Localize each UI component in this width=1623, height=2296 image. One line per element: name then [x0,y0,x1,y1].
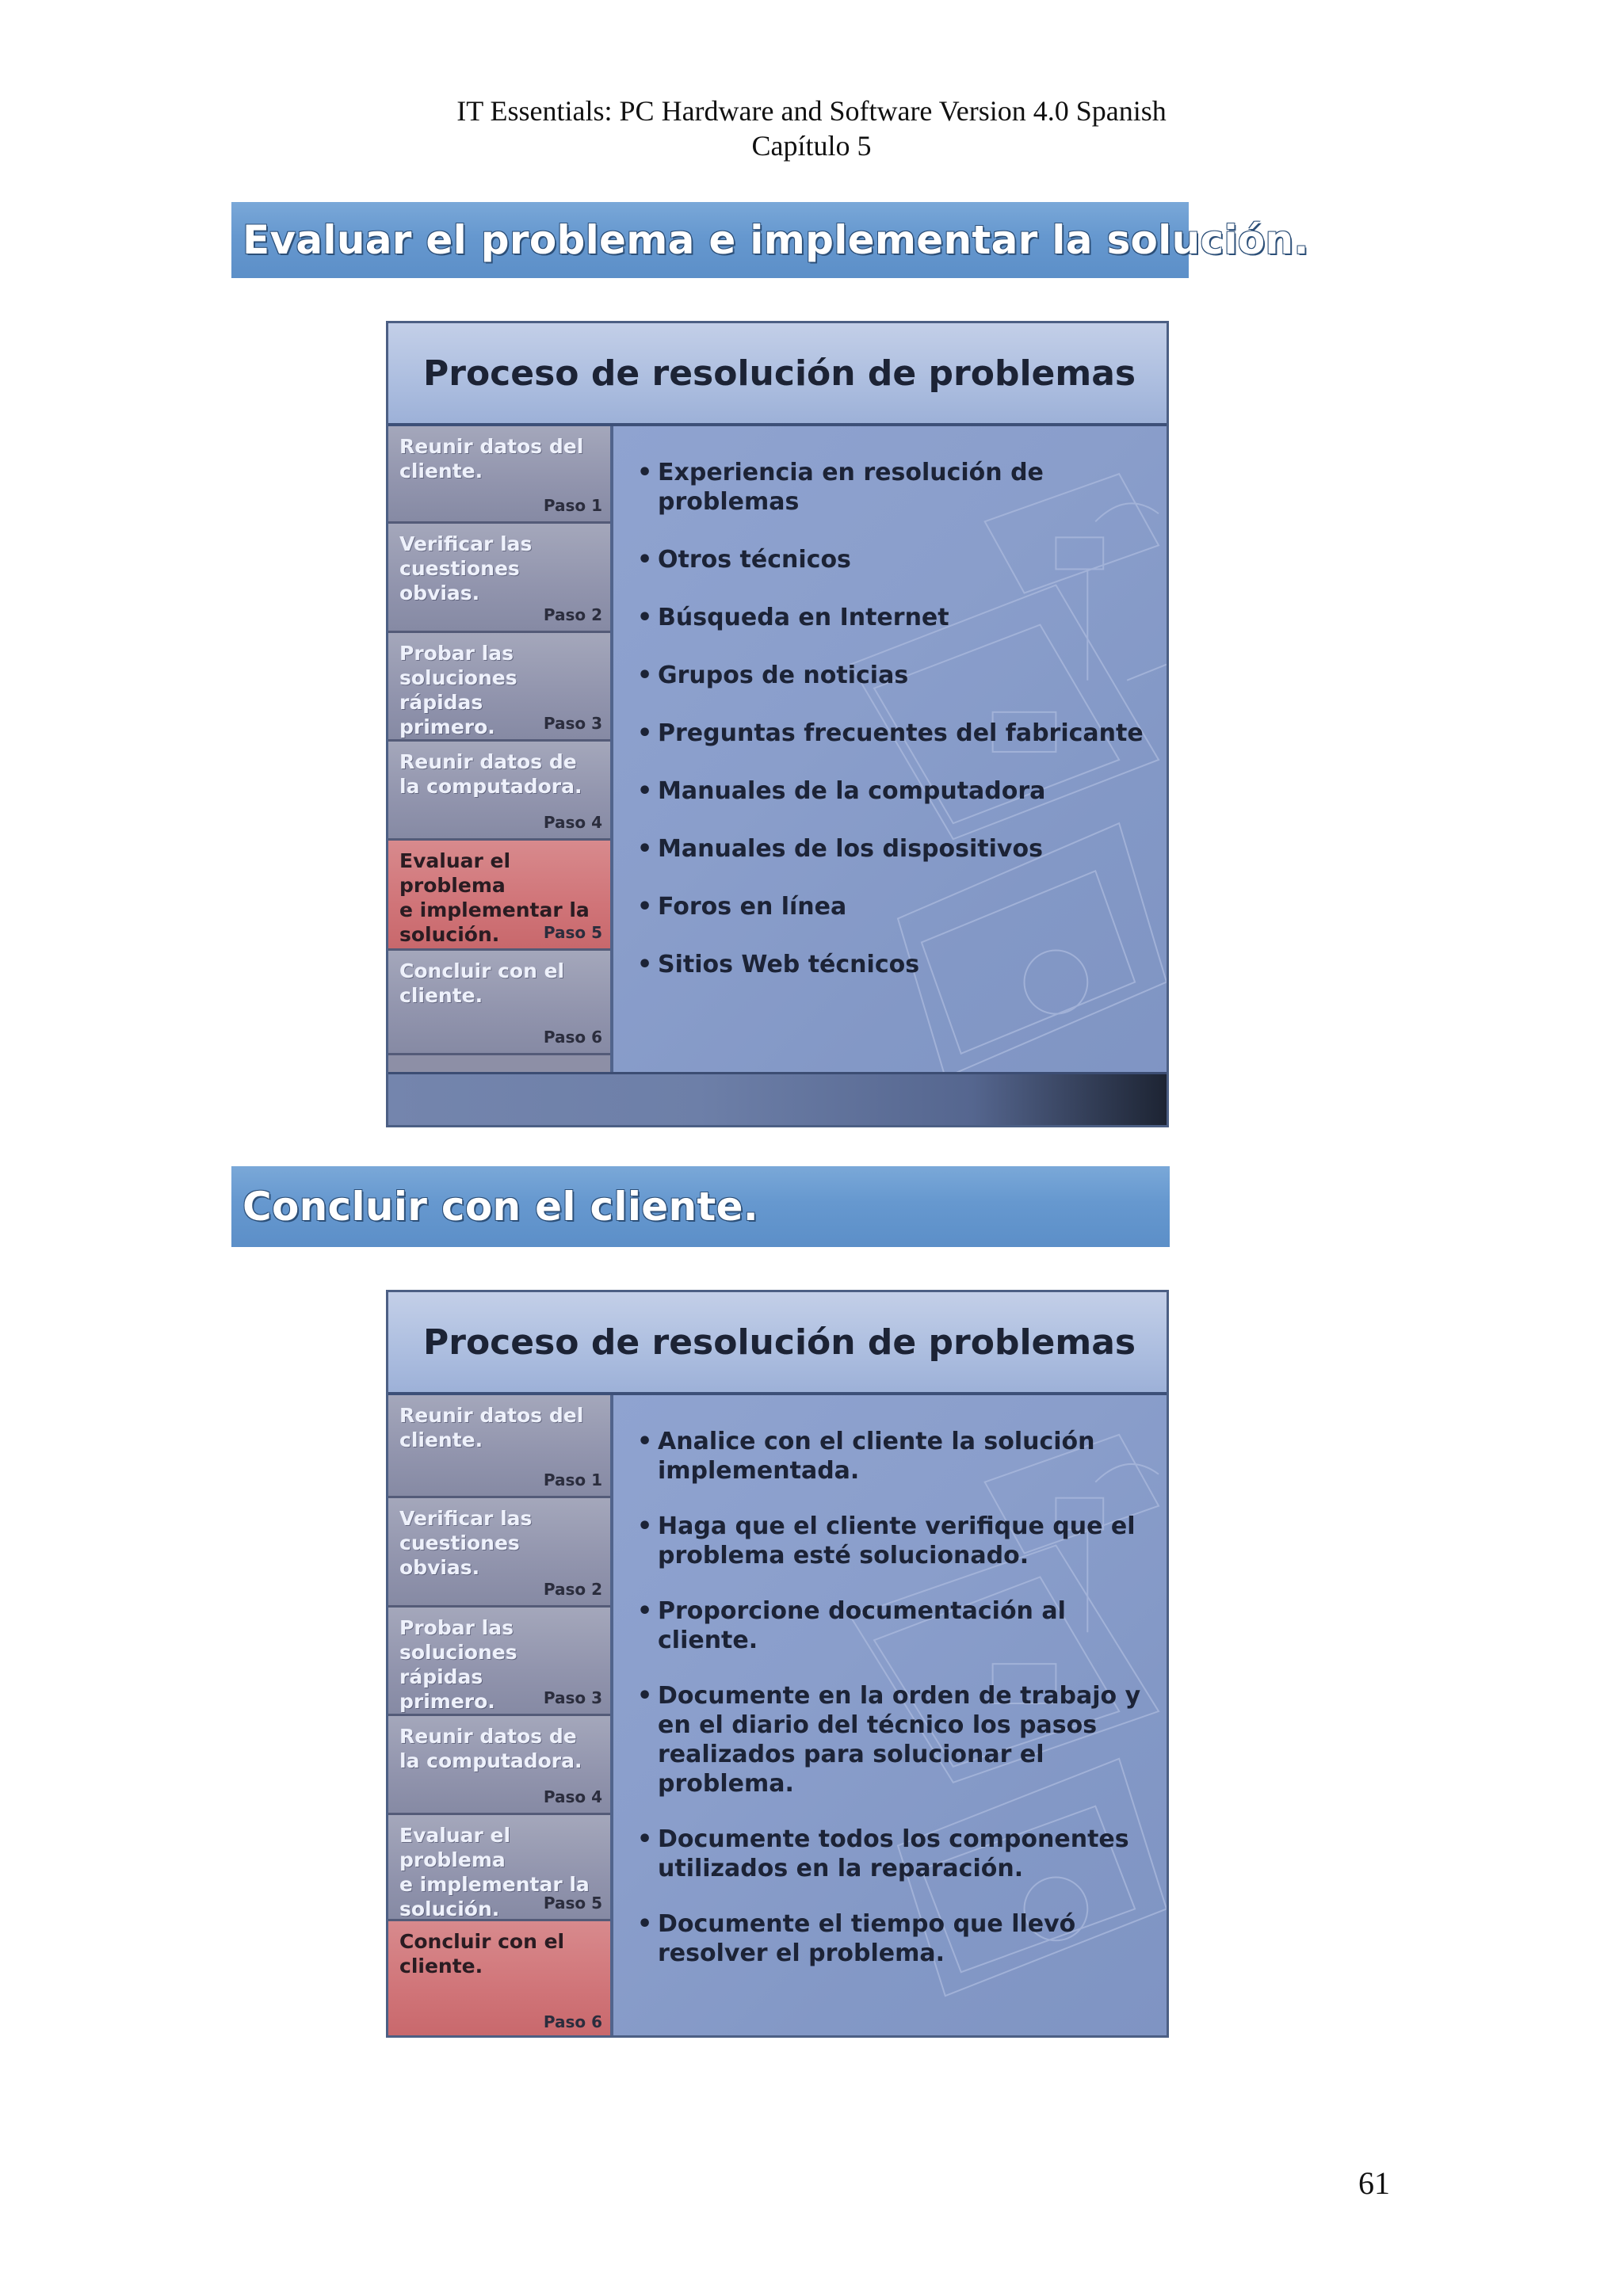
bullet-item: • Preguntas frecuentes del fabricante [637,719,1151,748]
bullet-list [637,1427,1151,1994]
step-3-item[interactable] [388,633,610,742]
step-number: Paso 4 [543,1787,602,1806]
step-6-item[interactable] [388,951,610,1055]
step-number: Paso 1 [543,1470,602,1489]
step-number: Paso 4 [543,813,602,832]
bullet-item: • Sitios Web técnicos [637,950,1151,979]
bullet-item: • Documente todos los componentes utilizados en la reparación. [637,1825,1151,1883]
step-1-item[interactable] [388,1395,610,1498]
step-number: Paso 2 [543,605,602,624]
step-label: Reunir datos de la computadora. [399,750,582,798]
panel-title: Proceso de resolución de problemas [423,353,1136,394]
step-label: Concluir con el cliente. [399,1930,565,1978]
step-label: Reunir datos del cliente. [399,435,584,482]
step-6-item-active[interactable] [388,1921,610,2038]
panel-content-area [613,1395,1167,2035]
section-banner-text: Evaluar el problema e implementar la solución. [242,217,1309,263]
step-number: Paso 5 [543,1894,602,1913]
bullet-item: • Manuales de la computadora [637,776,1151,806]
panel-title-bar [388,1292,1167,1395]
step-3-item[interactable] [388,1608,610,1716]
section-banner-evaluate [231,202,1309,278]
bullet-list [637,458,1151,1008]
steps-sidebar [388,426,613,1125]
step-number: Paso 6 [543,1028,602,1047]
bullet-item: • Documente el tiempo que llevó resolver el problema. [637,1909,1151,1968]
step-5-item-active[interactable] [388,841,610,951]
chapter-label: Capítulo 5 [751,130,872,162]
panel-bottom-strip [388,1072,1167,1125]
step-2-item[interactable] [388,524,610,633]
bullet-item: • Grupos de noticias [637,661,1151,690]
step-2-item[interactable] [388,1498,610,1608]
bullet-item: • Experiencia en resolución de problemas [637,458,1151,517]
step-number: Paso 3 [543,1688,602,1707]
step-number: Paso 2 [543,1580,602,1599]
bullet-item: • Documente en la orden de trabajo y en el diario del técnico los pasos realizados para solucionar el problema. [637,1681,1151,1798]
step-label: Verificar las cuestiones obvias. [399,1507,533,1579]
panel-title-bar [388,323,1167,426]
page-number: 61 [1358,2165,1390,2201]
bullet-item: • Manuales de los dispositivos [637,834,1151,864]
bullet-item: • Búsqueda en Internet [637,603,1151,632]
panel-content-area [613,426,1167,1125]
section-banner-conclude [231,1166,1170,1247]
step-label: Reunir datos de la computadora. [399,1725,582,1772]
step-number: Paso 1 [543,496,602,515]
bullet-item: • Haga que el cliente verifique que el problema esté solucionado. [637,1512,1151,1570]
step-label: Verificar las cuestiones obvias. [399,532,533,605]
process-panel-step6 [386,1290,1169,2038]
step-label: Probar las soluciones rápidas primero. [399,642,517,738]
section-banner-text: Concluir con el cliente. [242,1184,759,1230]
step-label: Evaluar el problema e implementar la solución. [399,849,590,946]
step-4-item[interactable] [388,1716,610,1815]
step-label: Concluir con el cliente. [399,959,565,1007]
step-label: Evaluar el problema e implementar la solución. [399,1824,590,1920]
document-title: IT Essentials: PC Hardware and Software Version 4.0 Spanish [456,95,1167,127]
step-1-item[interactable] [388,426,610,524]
step-number: Paso 6 [543,2012,602,2031]
steps-sidebar [388,1395,613,2035]
step-label: Reunir datos del cliente. [399,1404,584,1451]
bullet-item: • Otros técnicos [637,545,1151,574]
bullet-item: • Proporcione documentación al cliente. [637,1596,1151,1655]
panel-title: Proceso de resolución de problemas [423,1322,1136,1363]
step-number: Paso 5 [543,923,602,942]
page-header [0,93,1623,163]
bullet-item: • Foros en línea [637,892,1151,921]
step-number: Paso 3 [543,714,602,733]
step-label: Probar las soluciones rápidas primero. [399,1616,517,1713]
bullet-item: • Analice con el cliente la solución implementada. [637,1427,1151,1486]
step-5-item[interactable] [388,1815,610,1921]
process-panel-step5 [386,321,1169,1127]
step-4-item[interactable] [388,742,610,841]
